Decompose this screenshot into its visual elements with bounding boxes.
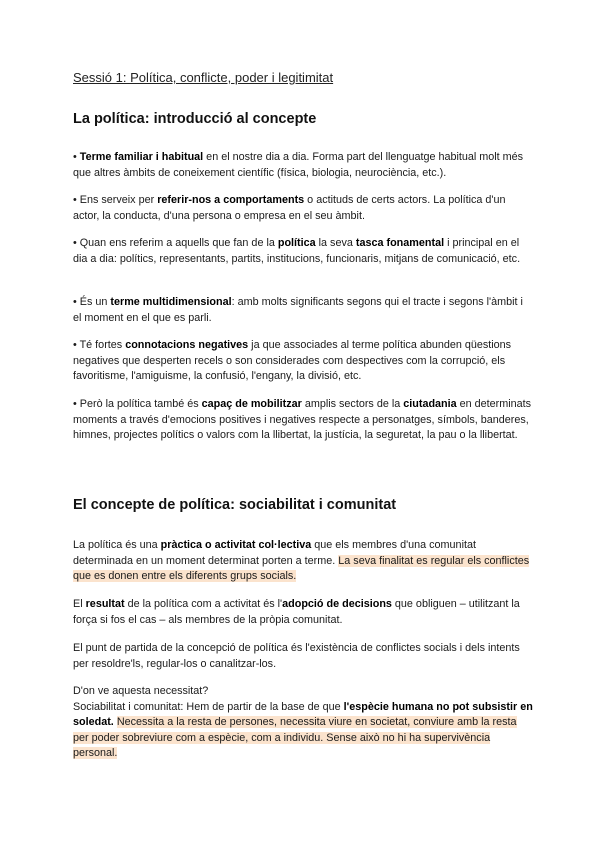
highlighted-text: Necessita a la resta de persones, necessita viure en societat, conviure amb la resta per poder sobreviure com a espècie, com a individu. Sense això no hi ha supervivència personal. [73,716,517,760]
paragraph-sociability: D'on ve aquesta necessitat? Sociabilitat i comunitat: Hem de partir de la base de que l'espècie humana no pot subsistir en soledat. Necessita a la resta de persones, necessita viure en societat, conviure amb la resta per poder sobreviure com a espècie, com a individu. Sense això no hi ha supervivència personal. [73,685,533,760]
bullet-political-actors: • Quan ens referim a aquells que fan de la política la seva tasca fonamental i principal en el dia a dia: polítics, representants, partits, institucions, funcionaris, mitjans de comunicació, etc. [73,237,521,265]
paragraph-decisions: El resultat de la política com a activitat és l'adopció de decisions que obliguen – utilitzant la força si fos el cas – als membres de la pròpia comunitat. [73,598,520,626]
section-heading-intro: La política: introducció al concepte [73,111,317,127]
bullet-multidimensional: • És un terme multidimensional: amb molts significants segons qui el tracte i segons l'àmbit i el moment en el que es parli. [73,296,523,324]
bullet-behaviours: • Ens serveix per referir-nos a comportaments o actituds de certs actors. La política d'un actor, la conducta, d'una persona o empresa en el seu àmbit. [73,194,506,222]
bullet-mobilize: • Però la política també és capaç de mobilitzar amplis sectors de la ciutadania en determinats moments a través d'emocions positives i negatives respecte a personatges, símbols, banderes, himnes, projectes polítics o valors com la llibertat, la justícia, la seguretat, la pau o la llibertat. [73,398,532,442]
paragraph-collective-activity: La política és una pràctica o activitat col·lectiva que els membres d'una comunitat determinada en un moment determinat porten a terme. La seva finalitat es regular els conflictes que es donen entre els diferents grups socials. [73,539,530,583]
bullet-negative-connotations: • Té fortes connotacions negatives ja que associades al terme política abunden qüestions negatives que desperten recels o son considerades com despectives com la corrupció, els favoritisme, l'amiguisme, la confusió, l'engany, la divisió, etc. [73,339,512,383]
paragraph-social-conflicts: El punt de partida de la concepció de política és l'existència de conflictes socials i dels intents per resoldre'ls, regular-los o canalitzar-los. [73,642,520,670]
section-heading-concept: El concepte de política: sociabilitat i comunitat [73,497,397,513]
highlighted-text: La seva finalitat es regular els conflictes que es donen entre els diferents grups socials. [73,554,530,583]
document-title: Sessió 1: Política, conflicte, poder i legitimitat [73,70,334,85]
bullet-familiar-term: • Terme familiar i habitual en el nostre dia a dia. Forma part del llenguatge habitual molt més que altres àmbits de coneixement científic (física, biologia, neurociència, etc.). [73,151,524,179]
